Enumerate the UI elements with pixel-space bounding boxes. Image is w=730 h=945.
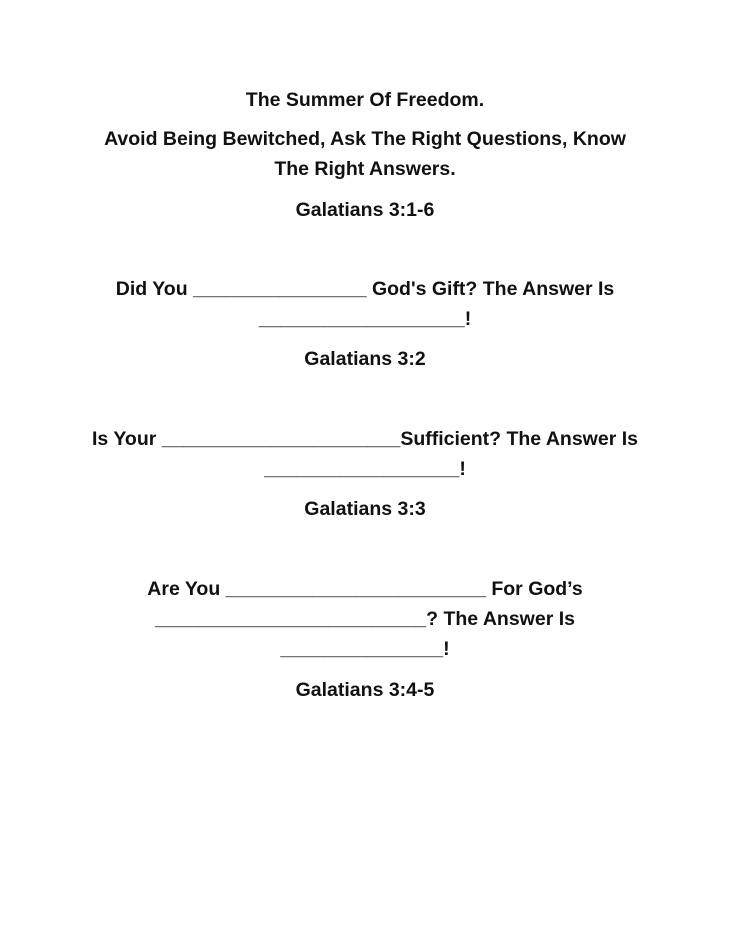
document-title: The Summer Of Freedom. xyxy=(245,89,485,111)
subtitle-line-1: Avoid Being Bewitched, Ask The Right Questions, Know xyxy=(104,128,626,150)
question-3-reference: Galatians 3:4-5 xyxy=(295,679,435,701)
question-1-line-1: Did You ________________ God's Gift? The Answer Is xyxy=(115,278,615,300)
question-1-line-2: ___________________! xyxy=(258,308,472,330)
main-scripture-reference: Galatians 3:1-6 xyxy=(295,199,435,221)
question-2-reference: Galatians 3:3 xyxy=(304,498,426,520)
question-1-reference: Galatians 3:2 xyxy=(304,348,426,370)
question-3-line-3: _______________! xyxy=(280,638,450,660)
subtitle-line-2: The Right Answers. xyxy=(274,158,456,180)
question-2-line-2: __________________! xyxy=(264,458,466,480)
question-3-line-2: _________________________? The Answer Is xyxy=(155,608,575,630)
question-3-line-1: Are You ________________________ For God’s xyxy=(147,578,583,600)
question-2-line-1: Is Your ______________________Sufficient? The Answer Is xyxy=(92,428,638,450)
